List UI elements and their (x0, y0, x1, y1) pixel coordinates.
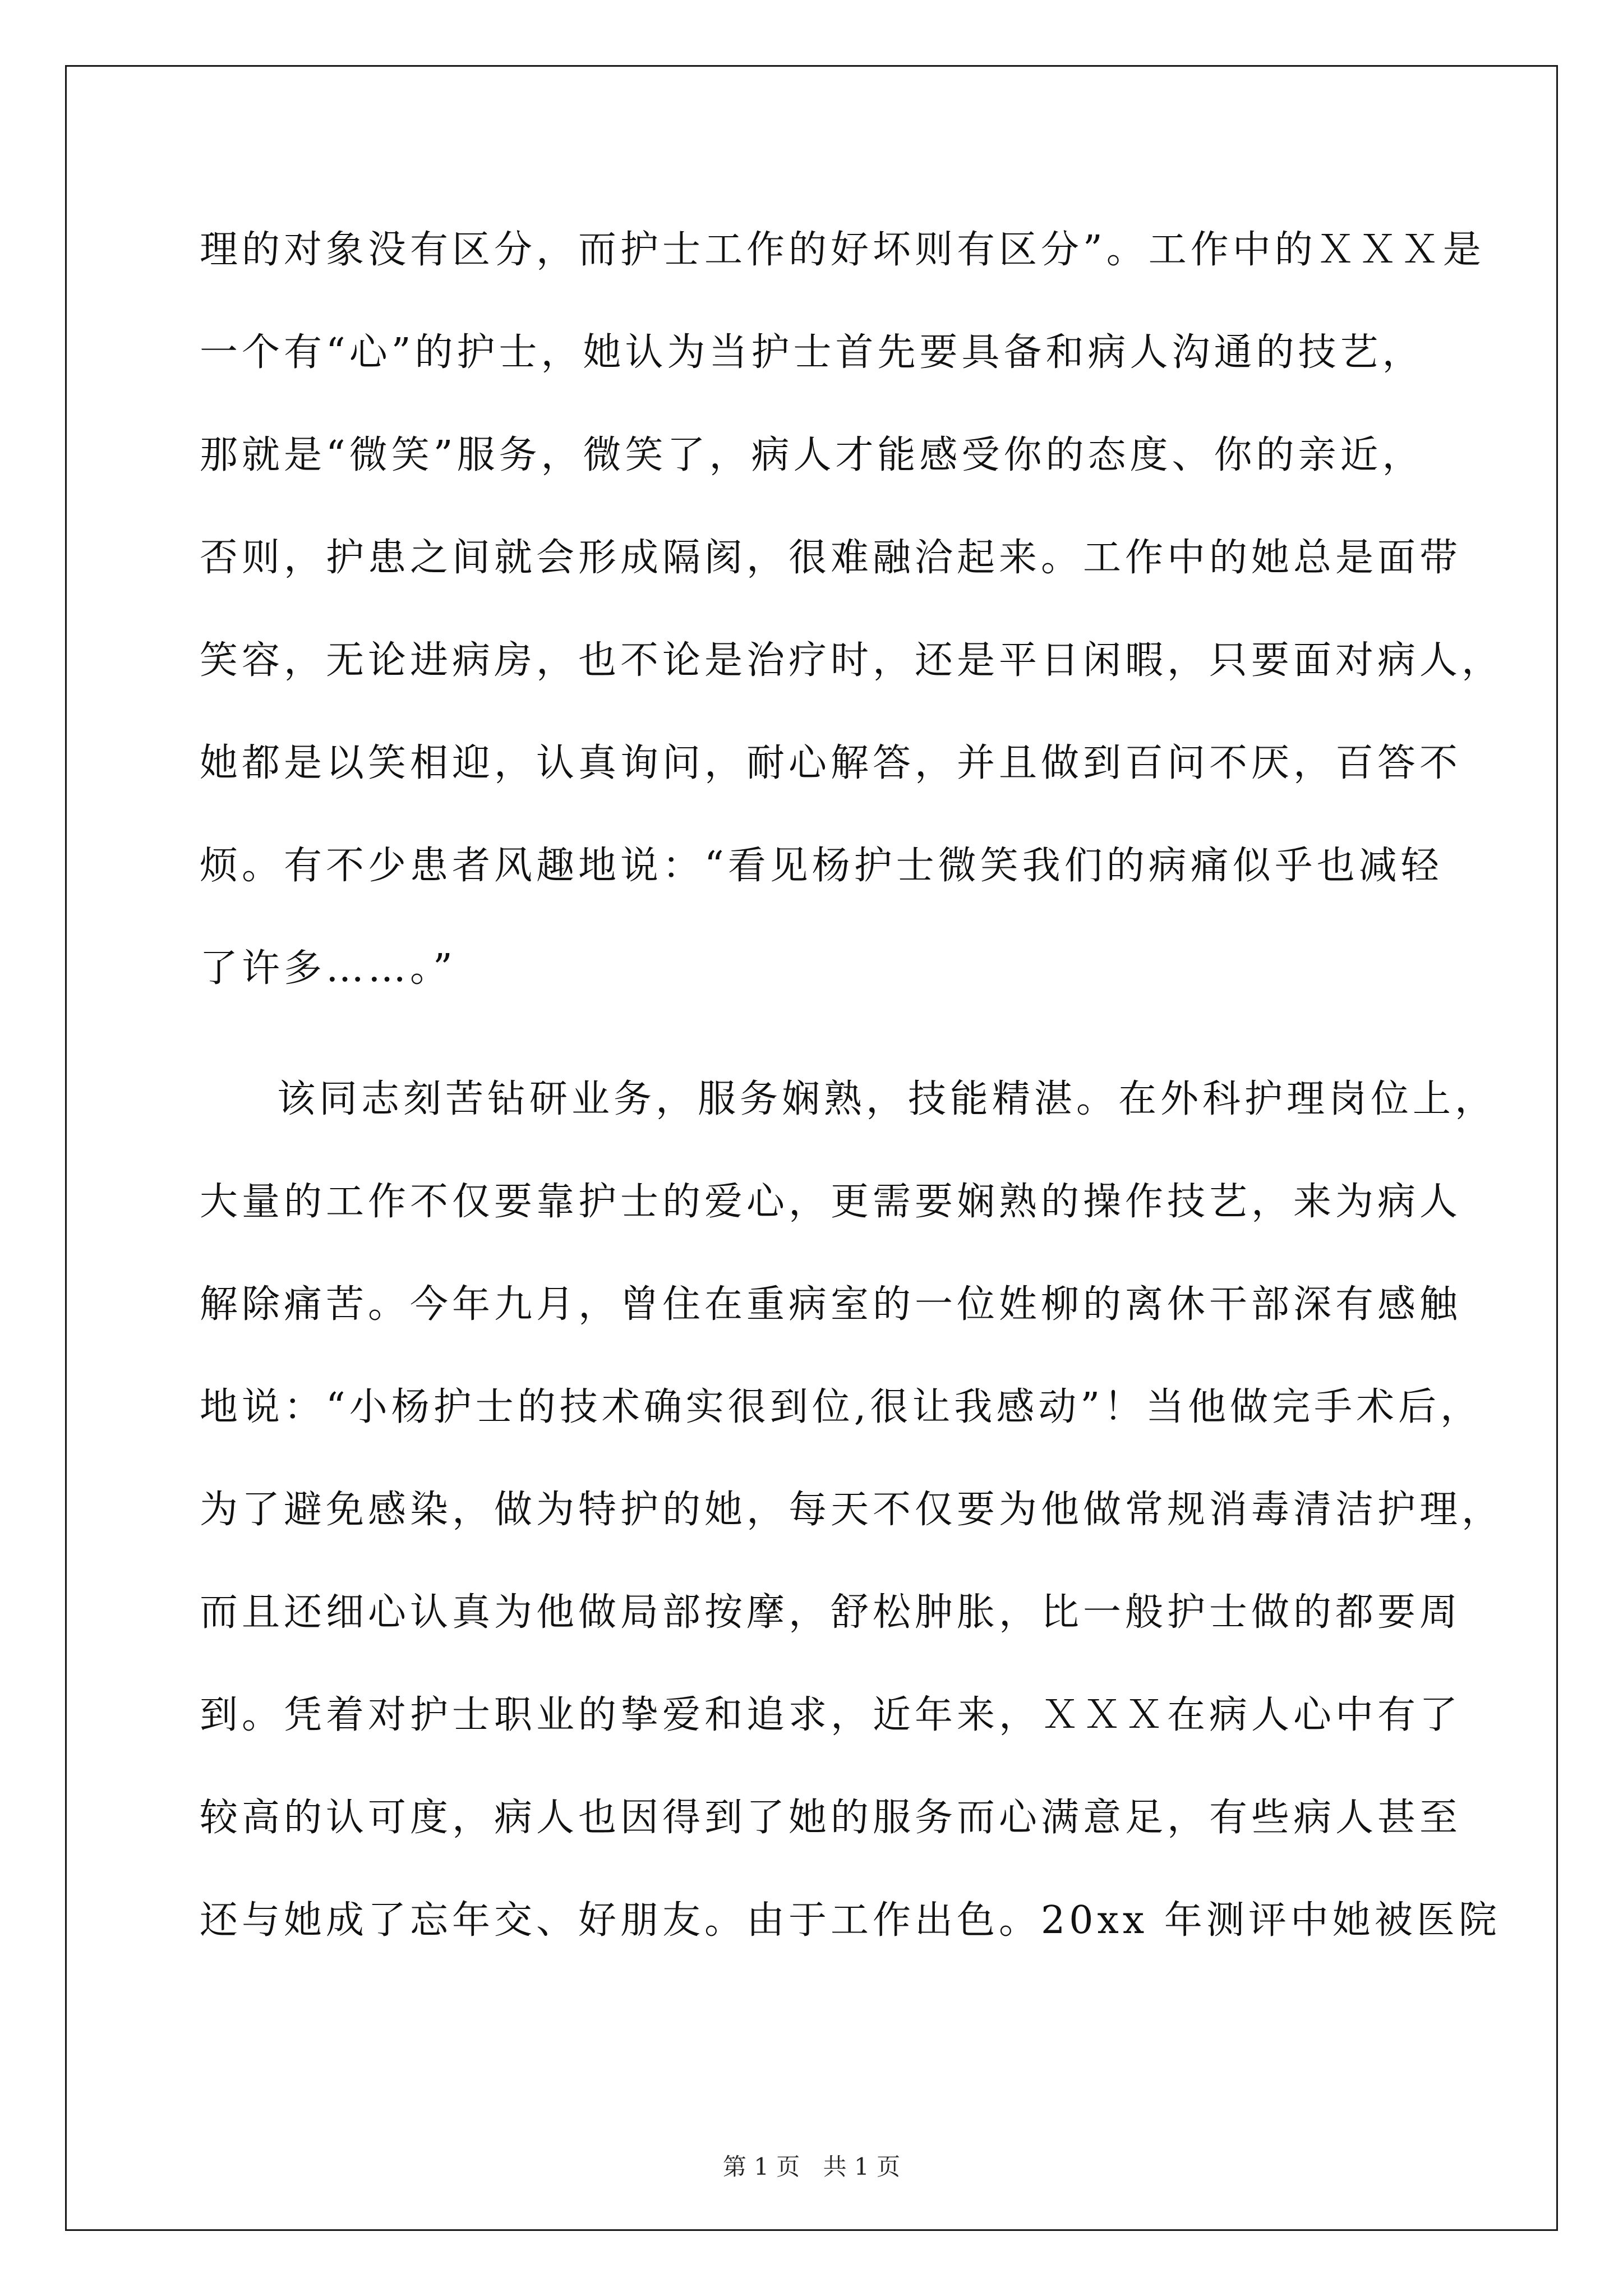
text-line: 那就是“微笑”服务，微笑了，病人才能感受你的态度、你的亲近， (200, 433, 1424, 477)
text-line: 解除痛苦。今年九月，曾住在重病室的一位姓柳的离休干部深有感触 (200, 1282, 1462, 1327)
text-line: 她都是以笑相迎，认真询问，耐心解答，并且做到百问不厌，百答不 (200, 741, 1462, 785)
document-body (200, 199, 1504, 1972)
text-line: 较高的认可度，病人也因得到了她的服务而心满意足，有些病人甚至 (200, 1796, 1462, 1840)
text-line: 理的对象没有区分，而护士工作的好坏则有区分”。工作中的ＸＸＸ是 (200, 228, 1485, 272)
text-line: 地说：“小杨护士的技术确实很到位,很让我感动”！当他做完手术后， (200, 1385, 1483, 1429)
text-line: 烦。有不少患者风趣地说：“看见杨护士微笑我们的病痛似乎也减轻 (200, 844, 1443, 888)
text-line: 该同志刻苦钻研业务，服务娴熟，技能精湛。在外科护理岗位上， (277, 1077, 1497, 1121)
text-line: 否则，护患之间就会形成隔阂，很难融洽起来。工作中的她总是面带 (200, 536, 1462, 580)
paragraph-gap (200, 1020, 1445, 1048)
text-line: 到。凭着对护士职业的挚爱和追求，近年来，ＸＸＸ在病人心中有了 (200, 1693, 1462, 1737)
page-footer (0, 2153, 1623, 2181)
text-line: 笑容，无论进病房，也不论是治疗时，还是平日闲暇，只要面对病人， (200, 638, 1504, 683)
text-line: 还与她成了忘年交、好朋友。由于工作出色。20xx 年测评中她被医院 (200, 1898, 1501, 1943)
text-line: 为了避免感染，做为特护的她，每天不仅要为他做常规消毒清洁护理， (200, 1488, 1504, 1532)
page-number: 第 1 页 (722, 2153, 800, 2180)
page-total: 共 1 页 (823, 2153, 901, 2180)
text-line: 而且还细心认真为他做局部按摩，舒松肿胀，比一般护士做的都要周 (200, 1590, 1462, 1635)
text-line: 一个有“心”的护士，她认为当护士首先要具备和病人沟通的技艺， (200, 330, 1424, 375)
text-line: 了许多……。” (200, 946, 457, 991)
text-line: 大量的工作不仅要靠护士的爱心，更需要娴熟的操作技艺，来为病人 (200, 1180, 1462, 1224)
